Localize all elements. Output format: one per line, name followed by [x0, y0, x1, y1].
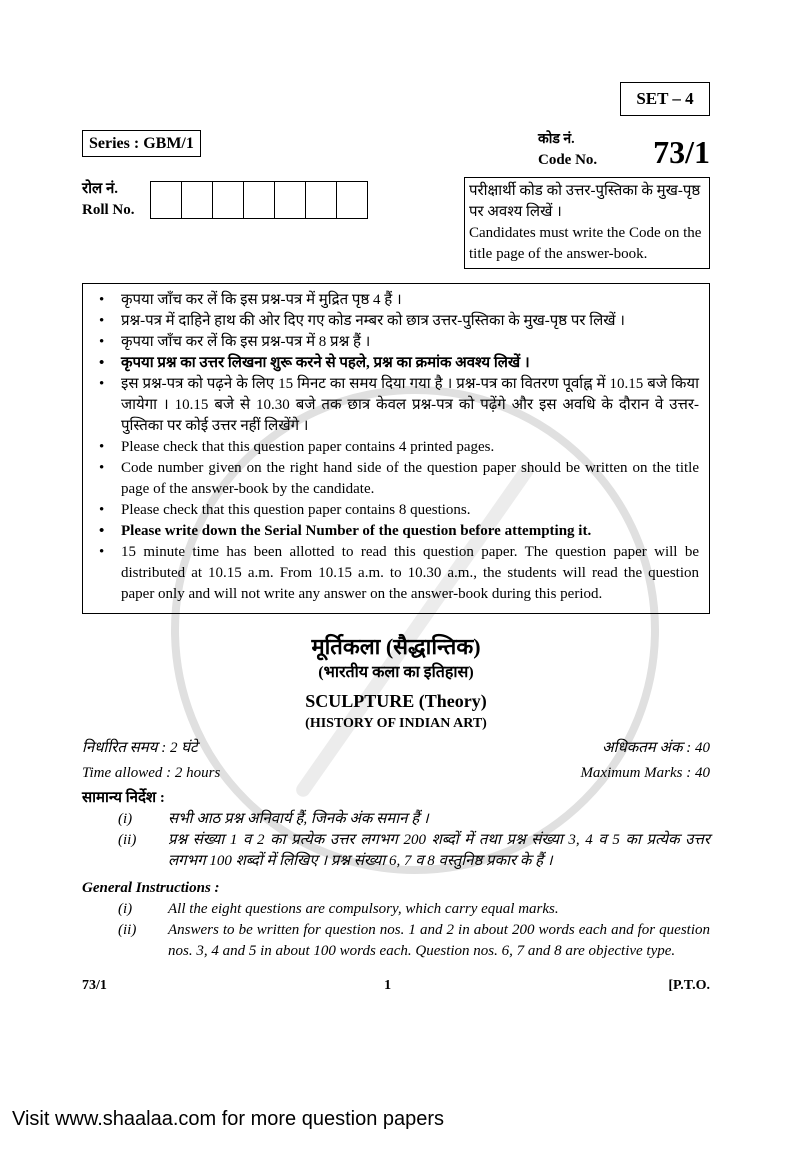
set-number: SET – 4 [620, 82, 710, 116]
general-instruction-hi: सभी आठ प्रश्न अनिवार्य हैं, जिनके अंक समान हैं । [168, 810, 429, 827]
instruction-item: • Please write down the Serial Number of the question before attempting it. [97, 521, 699, 542]
item-number: (ii) [118, 921, 137, 938]
instruction-item: • Code number given on the right hand side of the question paper should be written on the title page of the answer-book by the candidate. [97, 458, 699, 500]
code-note-en: Candidates must write the Code on the title page of the answer-book. [469, 224, 702, 262]
general-instruction-hi: प्रश्न संख्या 1 व 2 का प्रत्येक उत्तर लगभग 200 शब्दों में तथा प्रश्न संख्या 3, 4 व 5 का प्रत्येक उत्तर लगभग 100 शब्दों में लिखिए । प्रश्न संख्या 6, 7 व 8 वस्तुनिष्ठ प्रकार के हैं । [168, 831, 710, 869]
roll-label-hi: रोल नं. [82, 181, 119, 197]
instructions-box [82, 283, 710, 614]
general-instruction-en: All the eight questions are compulsory, which carry equal marks. [168, 900, 559, 917]
code-note [464, 177, 710, 269]
time-en: Time allowed : 2 hours [82, 764, 221, 781]
code-label-en: Code No. [538, 151, 598, 168]
instruction-item: • कृपया प्रश्न का उत्तर लिखना शुरू करने से पहले, प्रश्न का क्रमांक अवश्य लिखें । [97, 353, 699, 374]
page-number: 1 [384, 977, 392, 993]
roll-number-boxes[interactable] [150, 181, 368, 219]
marks-hi: अधिकतम अंक : 40 [602, 739, 710, 756]
bottom-link-text[interactable]: Visit www.shaalaa.com for more question papers [12, 1108, 445, 1131]
title-hi: मूर्तिकला (सैद्धान्तिक) [311, 633, 481, 659]
marks-en: Maximum Marks : 40 [580, 764, 710, 781]
instruction-item: • कृपया जाँच कर लें कि इस प्रश्न-पत्र में 8 प्रश्न हैं । [97, 332, 699, 353]
roll-label-en: Roll No. [82, 202, 135, 218]
general-instruction-en: Answers to be written for question nos. 1 and 2 in about 200 words each and for question nos. 3, 4 and 5 in about 100 words each. Question nos. 6, 7 and 8 are objective type. [168, 921, 710, 959]
subtitle-hi: (भारतीय कला का इतिहास) [318, 664, 474, 682]
subtitle-en: (HISTORY OF INDIAN ART) [305, 715, 487, 731]
general-heading-hi: सामान्य निर्देश : [82, 789, 165, 806]
code-number: 73/1 [653, 134, 710, 171]
code-note-hi: परीक्षार्थी कोड को उत्तर-पुस्तिका के मुख-पृष्ठ पर अवश्य लिखें । [469, 182, 701, 220]
item-number: (ii) [118, 831, 137, 848]
instruction-item: • कृपया जाँच कर लें कि इस प्रश्न-पत्र में मुद्रित पृष्ठ 4 हैं । [97, 290, 699, 311]
item-number: (i) [118, 900, 133, 917]
item-number: (i) [118, 810, 133, 827]
series: Series : GBM/1 [82, 130, 201, 157]
instruction-item: • Please check that this question paper contains 8 questions. [97, 500, 699, 521]
title-en: SCULPTURE (Theory) [305, 690, 487, 711]
time-hi: निर्धारित समय : 2 घंटे [82, 739, 198, 756]
instruction-item: • 15 minute time has been allotted to read this question paper. The question paper will be distributed at 10.15 a.m. From 10.15 a.m. to 10.30 a.m., the students will read the question paper only and will not write any answer on the answer-book during this period. [97, 542, 699, 605]
general-heading-en: General Instructions : [82, 879, 220, 896]
footer-code: 73/1 [82, 977, 107, 993]
instruction-item: • Please check that this question paper contains 4 printed pages. [97, 437, 699, 458]
pto: [P.T.O. [668, 977, 710, 993]
code-label-hi: कोड नं. [538, 132, 575, 147]
instruction-item: • इस प्रश्न-पत्र को पढ़ने के लिए 15 मिनट का समय दिया गया है । प्रश्न-पत्र का वितरण पूर्वाह्न में 10.15 बजे किया जायेगा । 10.15 बजे से 10.30 बजे तक छात्र केवल प्रश्न-पत्र को पढ़ेंगे और इस अवधि के दौरान वे उत्तर-पुस्तिका पर कोई उत्तर नहीं लिखेंगे । [97, 374, 699, 437]
instruction-item: • प्रश्न-पत्र में दाहिने हाथ की ओर दिए गए कोड नम्बर को छात्र उत्तर-पुस्तिका के मुख-पृष्ठ पर लिखें । [97, 311, 699, 332]
